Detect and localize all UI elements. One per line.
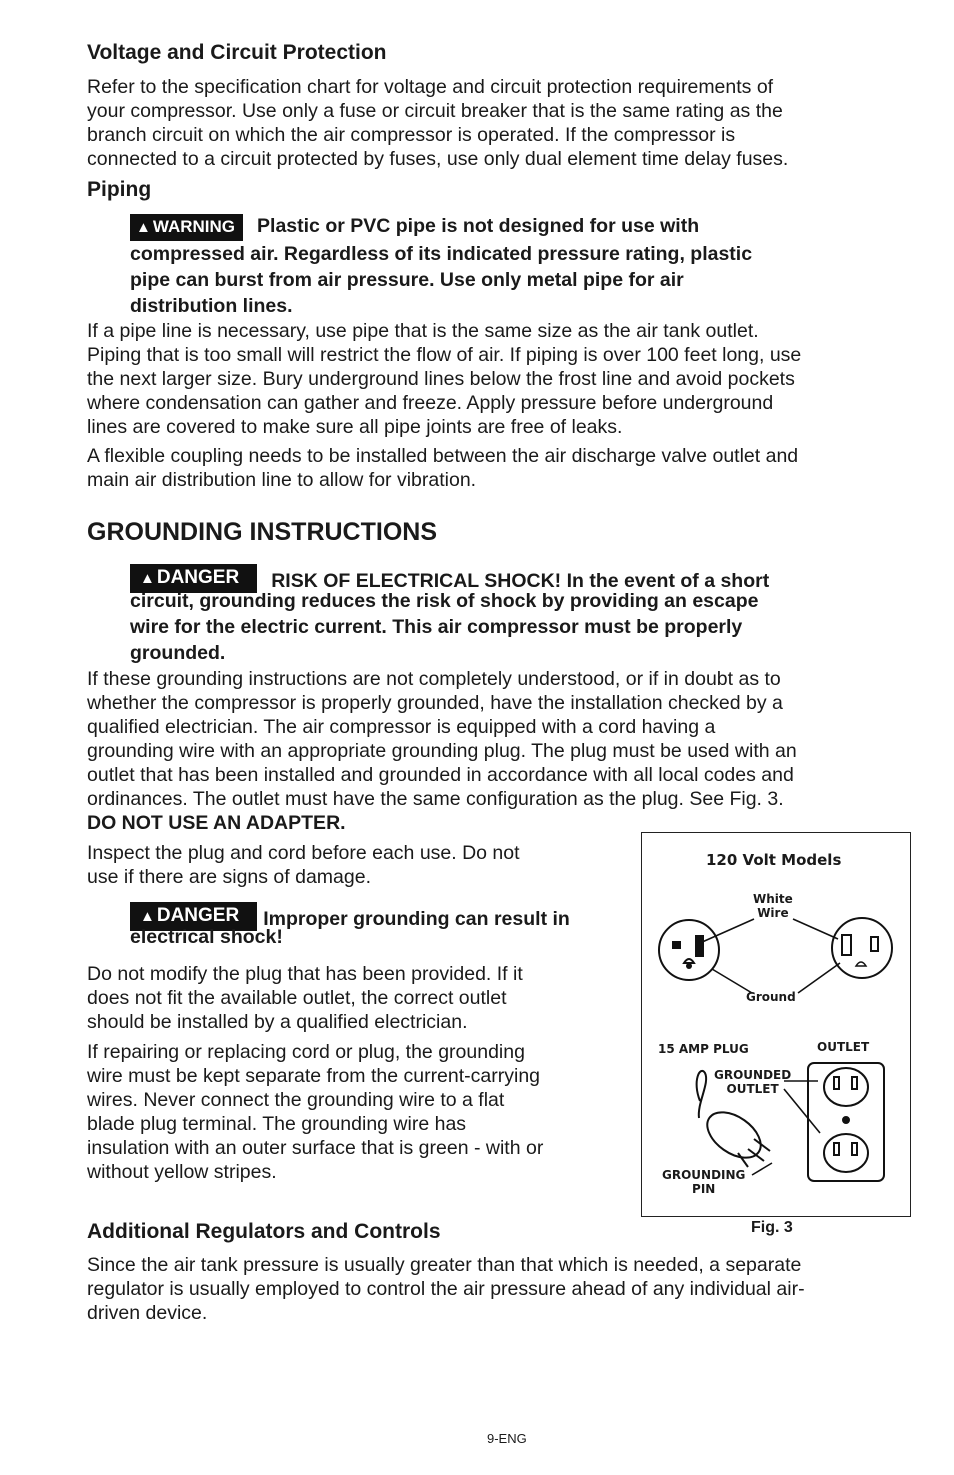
warning-triangle-icon: ▲ [136, 219, 151, 236]
section-heading-regulators: Additional Regulators and Controls [87, 1220, 441, 1243]
inspect-paragraph [87, 841, 520, 889]
text-line: insulation with an outer surface that is green - with or [87, 1137, 544, 1159]
outlet-label: OUTLET [817, 1040, 870, 1054]
leader-lines [700, 919, 840, 993]
figure-caption: Fig. 3 [751, 1219, 793, 1236]
text-line: whether the compressor is properly grounded, have the installation checked by a [87, 692, 783, 714]
section-heading-piping: Piping [87, 178, 152, 201]
text-line: wire for the electric current. This air compressor must be properly [130, 616, 743, 638]
text-line: A flexible coupling needs to be installed between the air discharge valve outlet and [87, 445, 799, 467]
text-line: ▲ WARNING Plastic or PVC pipe is not designed for use with [130, 213, 850, 241]
figure-3 [641, 832, 911, 1217]
page-number: 9-ENG [487, 1431, 527, 1446]
text-line: Refer to the specification chart for voltage and circuit protection requirements of [87, 76, 774, 98]
modify-paragraph [87, 962, 523, 1034]
ground-label: Ground [746, 990, 796, 1004]
repair-paragraph [87, 1040, 543, 1184]
text-line: Inspect the plug and cord before each use. Do not [87, 842, 520, 864]
text-line: Do not modify the plug that has been provided. If it [87, 963, 523, 985]
warning-triangle-icon: ▲ [140, 570, 155, 587]
section-heading-grounding: GROUNDING INSTRUCTIONS [87, 518, 437, 546]
text-line: grounding wire with an appropriate grounding plug. The plug must be used with an [87, 740, 797, 762]
text-line: connected to a circuit protected by fuses, use only dual element time delay fuses. [87, 148, 789, 170]
text-line: electrical shock! [130, 926, 283, 948]
white-wire-label: White Wire [753, 892, 793, 920]
text-line: pipe can burst from air pressure. Use only metal pipe for air [130, 269, 684, 291]
figure-title: 120 Volt Models [706, 851, 842, 869]
text-line: Piping that is too small will restrict the flow of air. If piping is over 100 feet long, use [87, 344, 802, 366]
text-line: If a pipe line is necessary, use pipe that is the same size as the air tank outlet. [87, 320, 759, 342]
danger-block-2 [130, 902, 630, 949]
danger-badge: ▲ DANGER [130, 902, 257, 931]
text-line: should be installed by a qualified electrician. [87, 1011, 468, 1033]
text-line: If these grounding instructions are not completely understood, or if in doubt as to [87, 668, 781, 690]
text-line: regulator is usually employed to control the air pressure ahead of any individual air- [87, 1278, 805, 1300]
regulators-paragraph [87, 1253, 805, 1325]
text-line: ▲ DANGER RISK OF ELECTRICAL SHOCK! In the event of a short [130, 564, 890, 596]
text-line: main air distribution line to allow for vibration. [87, 469, 477, 491]
text-line: wire must be kept separate from the current-carrying [87, 1065, 541, 1087]
text-line: wires. Never connect the grounding wire to a flat [87, 1089, 505, 1111]
duplex-outlet-icon [808, 1063, 884, 1181]
text-line: ordinances. The outlet must have the same configuration as the plug. See Fig. 3. [87, 788, 784, 810]
text-line: without yellow stripes. [87, 1161, 277, 1183]
danger-badge: ▲ DANGER [130, 564, 257, 593]
grounded-outlet-label: GROUNDED OUTLET [714, 1068, 792, 1096]
warning-block [130, 213, 850, 319]
text-line: distribution lines. [130, 295, 293, 317]
text-line: If repairing or replacing cord or plug, the grounding [87, 1041, 525, 1063]
text-line: the next larger size. Bury underground lines below the frost line and avoid pockets [87, 368, 795, 390]
outlet-face-icon [832, 918, 892, 978]
grounding-pin-label: GROUNDING PIN [662, 1168, 746, 1196]
text-line: does not fit the available outlet, the correct outlet [87, 987, 507, 1009]
grounding-paragraph [87, 667, 797, 835]
text-line: where condensation can gather and freeze. Apply pressure before underground [87, 392, 774, 414]
section-heading-voltage: Voltage and Circuit Protection [87, 41, 387, 64]
outlet-diagram [642, 833, 910, 1216]
adapter-notice: DO NOT USE AN ADAPTER. [87, 812, 346, 834]
text-line: ▲ DANGER Improper grounding can result in [130, 902, 630, 931]
plug-label: 15 AMP PLUG [658, 1042, 749, 1056]
text-line: compressed air. Regardless of its indicated pressure rating, plastic [130, 243, 753, 265]
text-line: grounded. [130, 642, 226, 664]
text-line: blade plug terminal. The grounding wire has [87, 1113, 467, 1135]
text-line: outlet that has been installed and grounded in accordance with all local codes and [87, 764, 794, 786]
piping-paragraph-2 [87, 444, 798, 492]
text-line: branch circuit on which the air compressor is operated. If the compressor is [87, 124, 736, 146]
warning-triangle-icon: ▲ [140, 908, 155, 925]
voltage-paragraph [87, 75, 788, 171]
text-line: driven device. [87, 1302, 208, 1324]
danger-block [130, 564, 890, 666]
text-line: qualified electrician. The air compressor is equipped with a cord having a [87, 716, 716, 738]
warning-badge: ▲ WARNING [130, 214, 243, 241]
text-line: Since the air tank pressure is usually greater than that which is needed, a separate [87, 1254, 802, 1276]
text-line: use if there are signs of damage. [87, 866, 371, 888]
piping-paragraph-1 [87, 319, 801, 439]
text-line: circuit, grounding reduces the risk of shock by providing an escape [130, 590, 759, 612]
text-line: your compressor. Use only a fuse or circuit breaker that is the same rating as the [87, 100, 783, 122]
text-line: lines are covered to make sure all pipe joints are free of leaks. [87, 416, 623, 438]
plug-face-icon [659, 920, 719, 980]
